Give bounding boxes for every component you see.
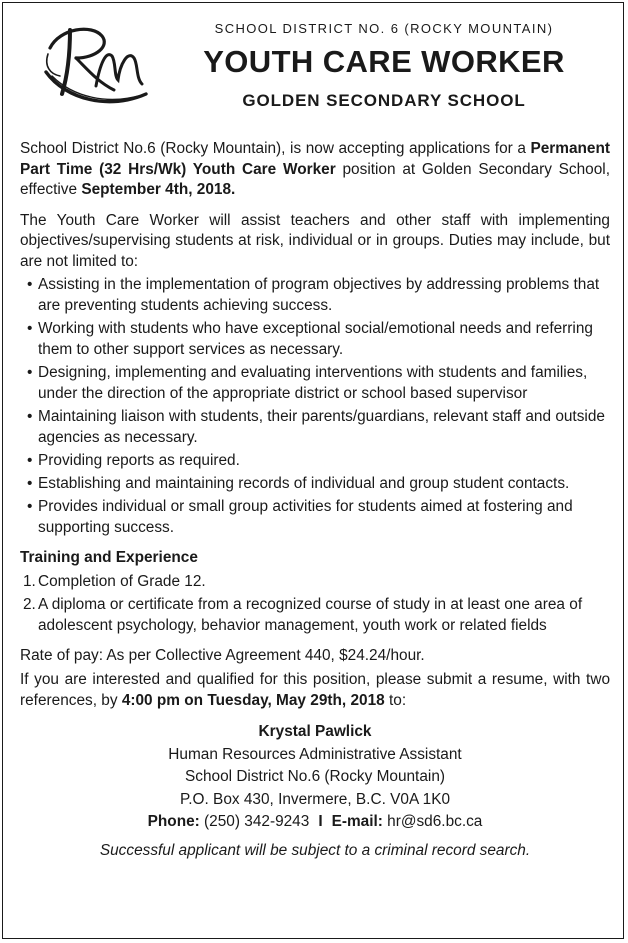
duty-item xyxy=(27,274,610,316)
duty-item xyxy=(27,362,610,404)
contact-org: School District No.6 (Rocky Mountain) xyxy=(184,768,446,785)
description-paragraph: The Youth Care Worker will assist teachers and other staff with implementing objectives/supervising students at risk, individual or in groups. Duties may include, but are not limited to: xyxy=(20,211,610,270)
phone-label: Phone: xyxy=(147,813,200,830)
requirements-list xyxy=(20,571,610,636)
duty-text: Assisting in the implementation of program objectives by addressing problems that are preventing students achieving success. xyxy=(38,276,600,314)
phone-number: (250) 342-9243 xyxy=(199,813,310,830)
apply-text-end: to: xyxy=(384,691,407,709)
duty-item xyxy=(27,406,610,448)
requirement-number: 2. xyxy=(23,595,36,613)
requirement-item xyxy=(23,594,610,636)
deadline: 4:00 pm on Tuesday, May 29th, 2018 xyxy=(121,691,385,709)
training-heading: Training and Experience xyxy=(20,549,198,566)
start-date: September 4th, 2018. xyxy=(81,181,236,198)
requirement-item xyxy=(23,571,610,592)
bullet-icon: • xyxy=(27,498,33,515)
bullet-icon: • xyxy=(27,452,33,469)
job-title: YOUTH CARE WORKER xyxy=(203,44,565,79)
contact-address: P.O. Box 430, Invermere, B.C. V0A 1K0 xyxy=(179,790,451,808)
duty-text: Working with students who have exceptional social/emotional needs and referring them to other support services as necessary. xyxy=(38,320,593,358)
duty-item xyxy=(27,450,610,471)
contact-name: Krystal Pawlick xyxy=(258,723,372,740)
bullet-icon: • xyxy=(27,320,33,337)
separator: I xyxy=(318,813,323,830)
duty-text: Provides individual or small group activities for students aimed at fostering and supporting success. xyxy=(38,498,573,536)
intro-text: School District No.6 (Rocky Mountain), is now accepting applications for a xyxy=(20,140,531,157)
bullet-icon: • xyxy=(27,364,33,381)
apply-paragraph xyxy=(20,670,610,711)
email-address[interactable]: hr@sd6.bc.ca xyxy=(382,813,483,830)
bullet-icon: • xyxy=(27,276,33,293)
district-name: SCHOOL DISTRICT NO. 6 (ROCKY MOUNTAIN) xyxy=(214,21,554,36)
duty-item xyxy=(27,473,610,494)
ad-body xyxy=(20,139,610,861)
duty-text: Maintaining liaison with students, their parents/guardians, relevant staff and outside agencies as necessary. xyxy=(38,408,605,446)
duty-text: Designing, implementing and evaluating interventions with students and families, under the direction of the appropriate district or school based supervisor xyxy=(38,364,588,402)
email-label: E-mail: xyxy=(331,813,383,830)
contact-block xyxy=(20,721,610,834)
duty-item xyxy=(27,318,610,360)
requirement-text: A diploma or certificate from a recognized course of study in at least one area of adolescent psychology, behavior management, youth work or related fields xyxy=(38,595,583,634)
requirement-text: Completion of Grade 12. xyxy=(38,572,206,590)
apply-text: If you are interested and qualified for this position, please submit a resume, with two references, by xyxy=(20,671,610,709)
intro-text-2: position at Golden Secondary School, effective xyxy=(20,160,610,198)
duties-list xyxy=(20,274,610,538)
contact-role: Human Resources Administrative Assistant xyxy=(168,745,462,763)
intro-paragraph xyxy=(20,139,610,201)
position-highlight: Permanent Part Time (32 Hrs/Wk) Youth Care Worker xyxy=(20,140,610,178)
bullet-icon: • xyxy=(27,408,33,425)
pay-rate: Rate of pay: As per Collective Agreement 440, $24.24/hour. xyxy=(20,646,425,664)
duty-item xyxy=(27,496,610,538)
contact-line xyxy=(20,811,610,834)
duty-text: Establishing and maintaining records of individual and group student contacts. xyxy=(38,475,570,492)
footer-note: Successful applicant will be subject to a criminal record search. xyxy=(99,841,531,859)
school-name: GOLDEN SECONDARY SCHOOL xyxy=(242,91,526,110)
bullet-icon: • xyxy=(27,475,33,492)
requirement-number: 1. xyxy=(23,572,36,590)
duty-text: Providing reports as required. xyxy=(38,452,240,469)
rm-monogram-logo xyxy=(40,14,150,110)
